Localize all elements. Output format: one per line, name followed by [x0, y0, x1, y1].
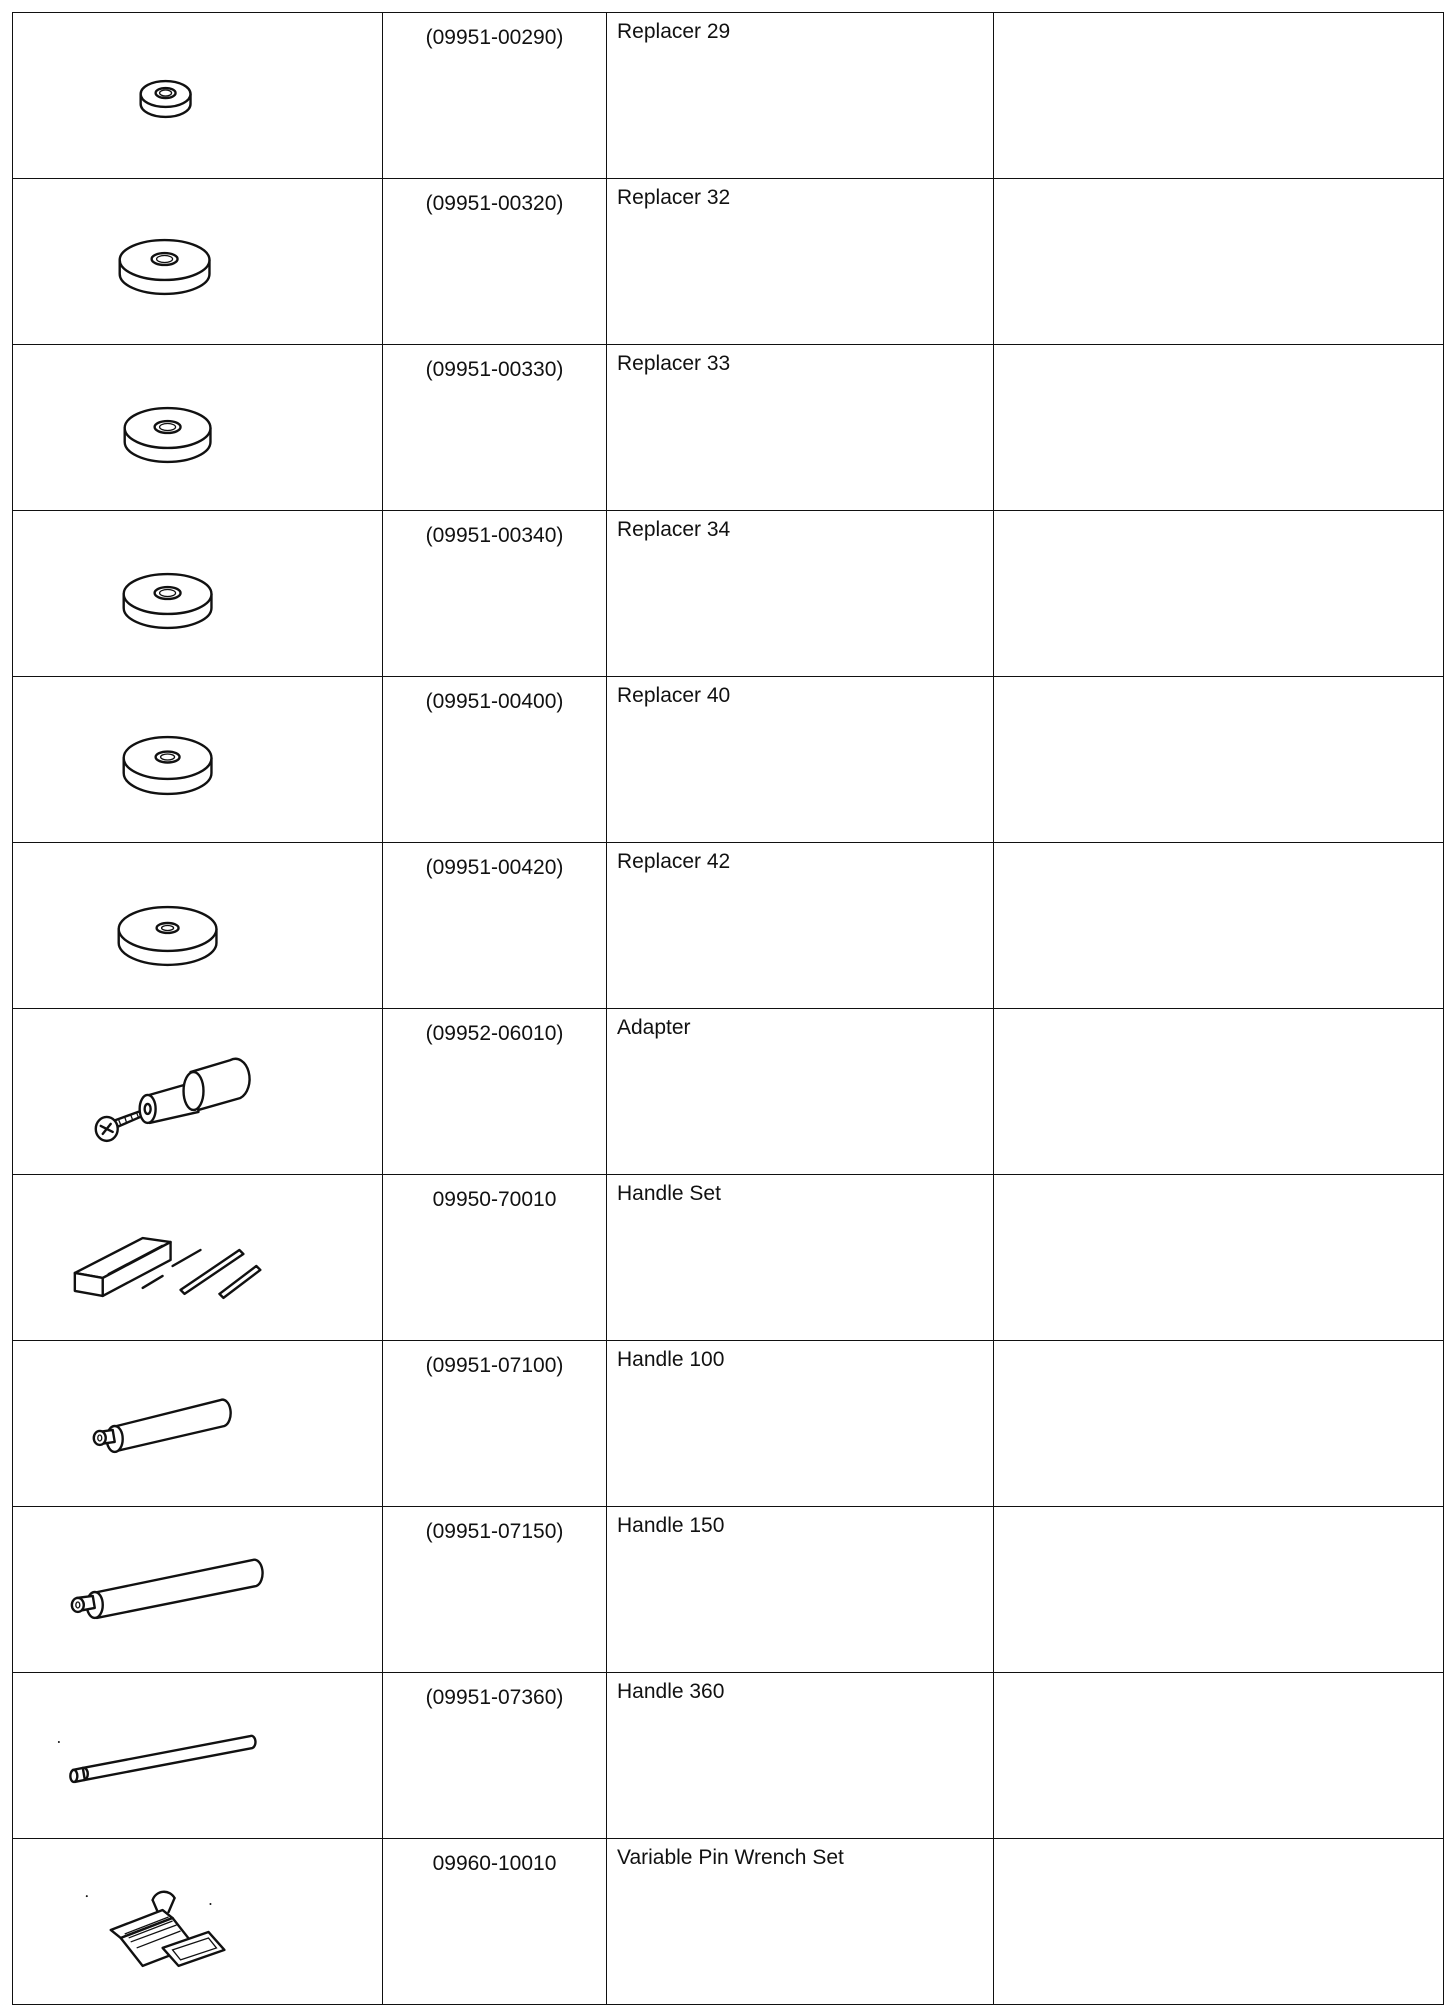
ring-replacer-icon — [13, 843, 382, 1008]
tool-name: Replacer 40 — [607, 677, 994, 843]
table-row — [13, 677, 1444, 843]
tool-name: Handle Set — [607, 1175, 994, 1341]
tool-image-cell — [13, 1673, 383, 1839]
tool-note — [994, 1009, 1444, 1175]
tool-name: Replacer 34 — [607, 511, 994, 677]
table-row — [13, 511, 1444, 677]
pin-wrench-set-icon — [13, 1839, 382, 2004]
tool-name: Replacer 33 — [607, 345, 994, 511]
tool-image-cell — [13, 1507, 383, 1673]
special-tools-table — [12, 12, 1444, 2005]
tool-number: (09951-00420) — [383, 843, 607, 1009]
tool-image-cell — [13, 843, 383, 1009]
tool-number: (09951-00290) — [383, 13, 607, 179]
tool-note — [994, 179, 1444, 345]
tool-note — [994, 1175, 1444, 1341]
tool-name: Replacer 42 — [607, 843, 994, 1009]
handle-set-icon — [13, 1175, 382, 1340]
table-row — [13, 1009, 1444, 1175]
tool-number: (09951-07100) — [383, 1341, 607, 1507]
ring-replacer-icon — [13, 345, 382, 510]
table-row — [13, 13, 1444, 179]
handle-medium-icon — [13, 1507, 382, 1672]
table-row — [13, 843, 1444, 1009]
tool-name: Handle 360 — [607, 1673, 994, 1839]
tool-image-cell — [13, 1341, 383, 1507]
tool-image-cell — [13, 345, 383, 511]
tool-name: Variable Pin Wrench Set — [607, 1839, 994, 2005]
ring-replacer-icon — [13, 13, 382, 178]
tool-image-cell — [13, 1009, 383, 1175]
tool-note — [994, 1839, 1444, 2005]
handle-short-icon — [13, 1341, 382, 1506]
tool-note — [994, 345, 1444, 511]
tool-number: (09952-06010) — [383, 1009, 607, 1175]
tool-name: Handle 100 — [607, 1341, 994, 1507]
handle-long-icon — [13, 1673, 382, 1838]
tool-number: (09951-00400) — [383, 677, 607, 843]
tool-name: Handle 150 — [607, 1507, 994, 1673]
tool-note — [994, 843, 1444, 1009]
tool-image-cell — [13, 511, 383, 677]
tool-note — [994, 13, 1444, 179]
tool-note — [994, 1341, 1444, 1507]
tool-image-cell — [13, 1175, 383, 1341]
table-row — [13, 1673, 1444, 1839]
table-row — [13, 1839, 1444, 2005]
tool-number: 09950-70010 — [383, 1175, 607, 1341]
tool-image-cell — [13, 677, 383, 843]
tool-note — [994, 677, 1444, 843]
ring-replacer-icon — [13, 179, 382, 344]
ring-replacer-icon — [13, 677, 382, 842]
adapter-with-screw-icon — [13, 1009, 382, 1174]
tool-image-cell — [13, 13, 383, 179]
tool-note — [994, 511, 1444, 677]
table-row — [13, 1507, 1444, 1673]
tool-number: (09951-00340) — [383, 511, 607, 677]
tool-image-cell — [13, 179, 383, 345]
table-row — [13, 179, 1444, 345]
tool-note — [994, 1673, 1444, 1839]
tool-image-cell — [13, 1839, 383, 2005]
tool-name: Replacer 29 — [607, 13, 994, 179]
tool-number: (09951-00320) — [383, 179, 607, 345]
table-row — [13, 1175, 1444, 1341]
tool-note — [994, 1507, 1444, 1673]
tool-number: (09951-07150) — [383, 1507, 607, 1673]
tool-name: Replacer 32 — [607, 179, 994, 345]
tool-number: (09951-00330) — [383, 345, 607, 511]
tool-name: Adapter — [607, 1009, 994, 1175]
tool-number: 09960-10010 — [383, 1839, 607, 2005]
ring-replacer-icon — [13, 511, 382, 676]
table-row — [13, 345, 1444, 511]
table-row — [13, 1341, 1444, 1507]
tool-number: (09951-07360) — [383, 1673, 607, 1839]
